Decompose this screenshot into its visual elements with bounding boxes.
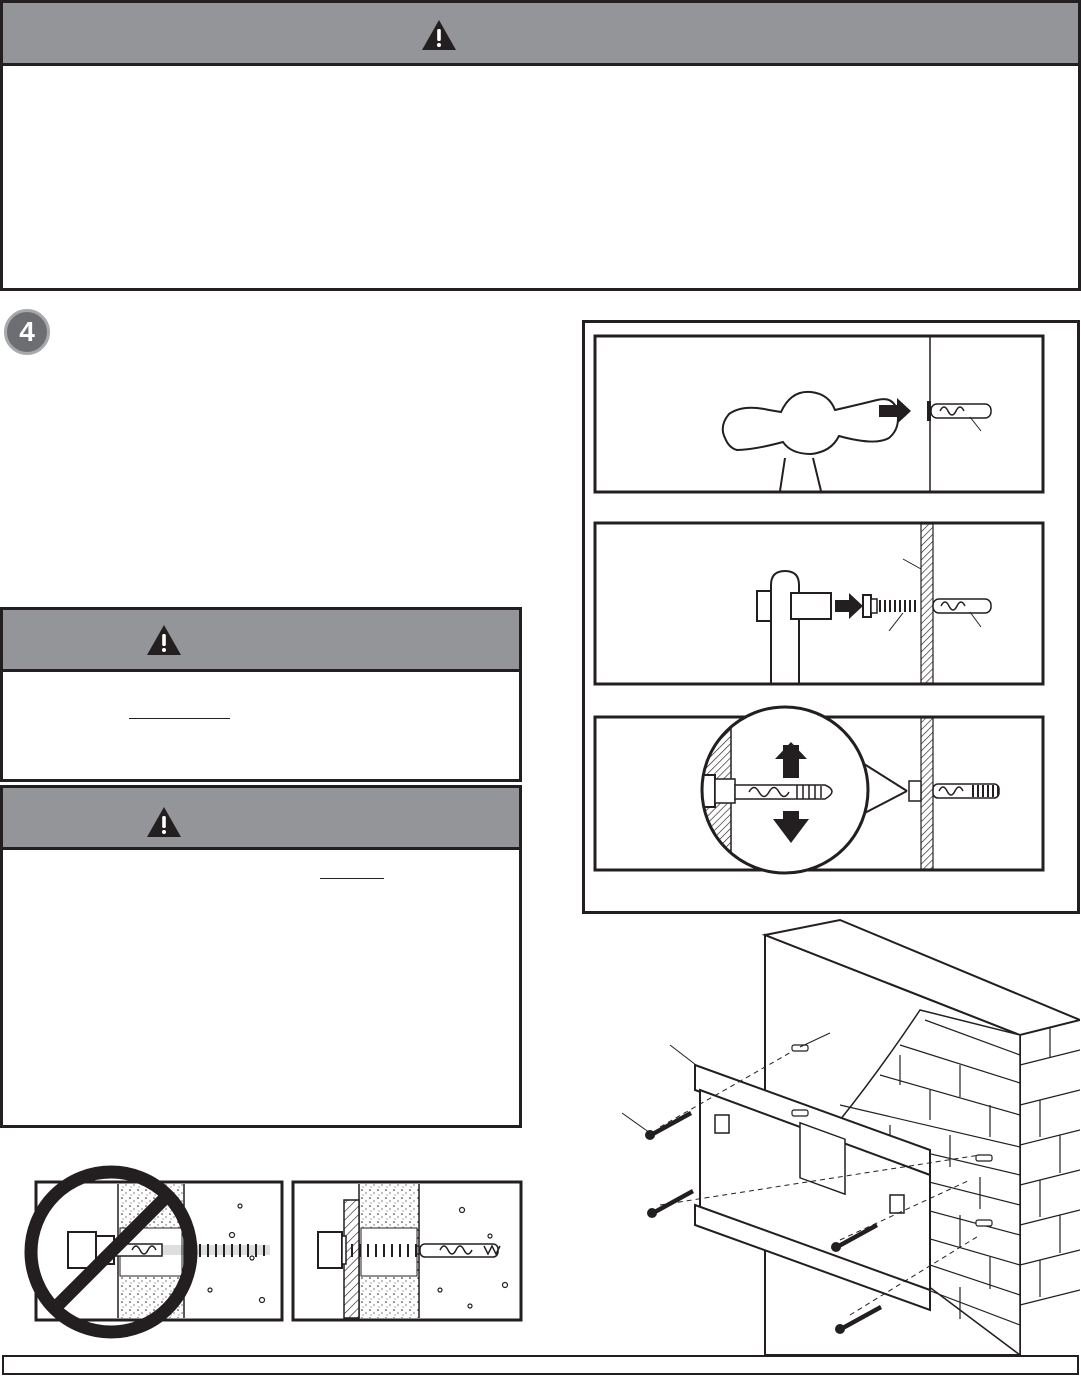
installation-steps-panel bbox=[582, 320, 1080, 914]
step-number-badge: 4 bbox=[4, 309, 50, 355]
warning-triangle-icon bbox=[421, 19, 457, 51]
warning-header bbox=[3, 3, 1078, 66]
warning-triangle-icon bbox=[146, 624, 182, 656]
ratchet-driving-lag-bolt-figure bbox=[595, 523, 1043, 684]
warning-triangle-icon bbox=[146, 806, 182, 838]
anchor-depth-figures bbox=[0, 1140, 530, 1355]
underline-mark bbox=[320, 878, 384, 879]
underline-mark bbox=[129, 718, 230, 719]
wall-plate-on-brick-wall-figure bbox=[600, 915, 1080, 1355]
footer-bar bbox=[2, 1355, 1079, 1375]
installation-steps-drawing bbox=[585, 323, 1077, 911]
middle-warning-box bbox=[0, 607, 522, 782]
hammer-driving-anchor-figure bbox=[595, 336, 1043, 492]
correct-anchor-depth-figure bbox=[293, 1182, 521, 1320]
lower-warning-box bbox=[0, 785, 522, 1128]
top-warning-box bbox=[0, 0, 1081, 291]
anchor-expansion-detail-figure bbox=[595, 703, 1043, 883]
incorrect-anchor-depth-figure bbox=[31, 1172, 282, 1332]
warning-header bbox=[3, 788, 519, 850]
warning-header bbox=[3, 610, 519, 672]
